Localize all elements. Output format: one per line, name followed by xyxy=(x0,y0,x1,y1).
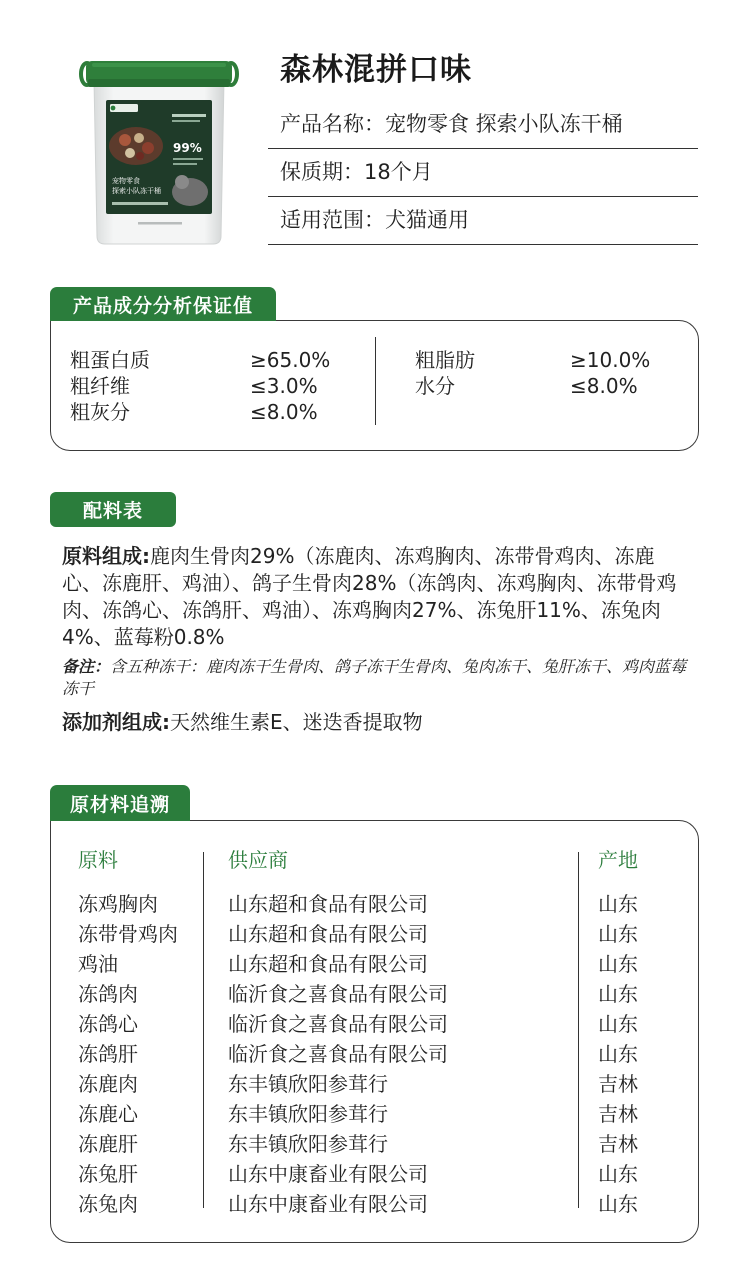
cell-material: 冻鸽肝 xyxy=(78,1042,138,1066)
cell-origin: 吉林 xyxy=(598,1102,638,1126)
cell-origin: 吉林 xyxy=(598,1132,638,1156)
cell-supplier: 山东超和食品有限公司 xyxy=(228,892,428,916)
additives-text: 天然维生素E、迷迭香提取物 xyxy=(170,710,423,734)
cell-material: 冻鸡胸肉 xyxy=(78,892,158,916)
cell-supplier: 东丰镇欣阳参茸行 xyxy=(228,1102,388,1126)
cell-material: 冻鹿肉 xyxy=(78,1072,138,1096)
info-label: 保质期： xyxy=(280,160,364,184)
table-row xyxy=(0,1129,752,1159)
table-row xyxy=(0,1189,752,1219)
cell-material: 冻鸽心 xyxy=(78,1012,138,1036)
analysis-value: ≥10.0% xyxy=(570,348,651,372)
cell-origin: 吉林 xyxy=(598,1072,638,1096)
cell-supplier: 山东超和食品有限公司 xyxy=(228,952,428,976)
analysis-divider xyxy=(375,337,376,425)
info-value: 18个月 xyxy=(364,160,433,184)
cell-supplier: 临沂食之喜食品有限公司 xyxy=(228,1012,448,1036)
label-line1: 宠物零食 xyxy=(112,177,140,185)
cell-material: 冻兔肝 xyxy=(78,1162,138,1186)
info-row-shelf-life xyxy=(268,149,698,197)
analysis-tab: 产品成分分析保证值 xyxy=(50,287,276,321)
label-line2: 探索小队冻干桶 xyxy=(112,187,161,195)
ingredients-tab: 配料表 xyxy=(50,492,176,527)
raw-ingredients xyxy=(62,543,694,651)
product-bucket-image xyxy=(78,52,240,250)
cell-origin: 山东 xyxy=(598,1162,638,1186)
analysis-value: ≤8.0% xyxy=(570,374,638,398)
analysis-name: 粗灰分 xyxy=(70,400,130,424)
label-badge: 99% xyxy=(173,141,202,155)
cell-origin: 山东 xyxy=(598,1042,638,1066)
cell-origin: 山东 xyxy=(598,952,638,976)
cell-supplier: 山东中康畜业有限公司 xyxy=(228,1192,428,1216)
info-value: 宠物零食 探索小队冻干桶 xyxy=(385,112,623,136)
cell-material: 冻鹿心 xyxy=(78,1102,138,1126)
table-row xyxy=(0,1009,752,1039)
table-row xyxy=(0,889,752,919)
header-material: 原料 xyxy=(78,848,118,872)
additives xyxy=(62,709,694,736)
cell-supplier: 山东中康畜业有限公司 xyxy=(228,1162,428,1186)
traceability-tab: 原材料追溯 xyxy=(50,785,190,821)
header-supplier: 供应商 xyxy=(228,848,288,872)
analysis-name: 水分 xyxy=(415,374,455,398)
cell-origin: 山东 xyxy=(598,1012,638,1036)
cell-supplier: 山东超和食品有限公司 xyxy=(228,922,428,946)
cell-supplier: 临沂食之喜食品有限公司 xyxy=(228,1042,448,1066)
info-row-name xyxy=(268,101,698,149)
header-origin: 产地 xyxy=(598,848,638,872)
cell-supplier: 东丰镇欣阳参茸行 xyxy=(228,1132,388,1156)
table-row xyxy=(0,1039,752,1069)
note-label: 备注： xyxy=(62,657,111,676)
analysis-value: ≤8.0% xyxy=(250,400,318,424)
cell-origin: 山东 xyxy=(598,1192,638,1216)
analysis-name: 粗纤维 xyxy=(70,374,130,398)
analysis-value: ≥65.0% xyxy=(250,348,331,372)
additives-label: 添加剂组成: xyxy=(62,710,170,734)
traceability-table xyxy=(0,889,752,1219)
product-info-list xyxy=(268,101,698,245)
note-text: 含五种冻干：鹿肉冻干生骨肉、鸽子冻干生骨肉、兔肉冻干、兔肝冻干、鸡肉蓝莓冻干 xyxy=(62,657,687,698)
analysis-name: 粗脂肪 xyxy=(415,348,475,372)
analysis-name: 粗蛋白质 xyxy=(70,348,150,372)
raw-ingredients-text: 鹿肉生骨肉29%（冻鹿肉、冻鸡胸肉、冻带骨鸡肉、冻鹿心、冻鹿肝、鸡油）、鸽子生骨肉28%（冻鸽肉、冻鸡胸肉、冻带骨鸡肉、冻鸽心、冻鸽肝、鸡油）、冻鸡胸肉27%、冻兔肝11%、冻兔肉4%、蓝莓粉0.8% xyxy=(62,544,677,649)
cell-supplier: 临沂食之喜食品有限公司 xyxy=(228,982,448,1006)
cell-material: 鸡油 xyxy=(78,952,118,976)
ingredients-note xyxy=(62,656,694,700)
cell-origin: 山东 xyxy=(598,982,638,1006)
info-label: 产品名称： xyxy=(280,112,385,136)
cell-material: 冻带骨鸡肉 xyxy=(78,922,178,946)
table-row xyxy=(0,919,752,949)
cell-supplier: 东丰镇欣阳参茸行 xyxy=(228,1072,388,1096)
cell-material: 冻兔肉 xyxy=(78,1192,138,1216)
analysis-value: ≤3.0% xyxy=(250,374,318,398)
info-label: 适用范围： xyxy=(280,208,385,232)
table-row xyxy=(0,949,752,979)
cell-origin: 山东 xyxy=(598,892,638,916)
food-bowl-photo xyxy=(109,127,163,165)
cell-material: 冻鹿肝 xyxy=(78,1132,138,1156)
product-title: 森林混拼口味 xyxy=(280,52,472,88)
info-value: 犬猫通用 xyxy=(385,208,469,232)
cell-material: 冻鸽肉 xyxy=(78,982,138,1006)
table-row xyxy=(0,1069,752,1099)
table-row xyxy=(0,979,752,1009)
raw-ingredients-label: 原料组成: xyxy=(62,544,150,568)
table-row xyxy=(0,1159,752,1189)
cell-origin: 山东 xyxy=(598,922,638,946)
info-row-scope xyxy=(268,197,698,245)
table-row xyxy=(0,1099,752,1129)
